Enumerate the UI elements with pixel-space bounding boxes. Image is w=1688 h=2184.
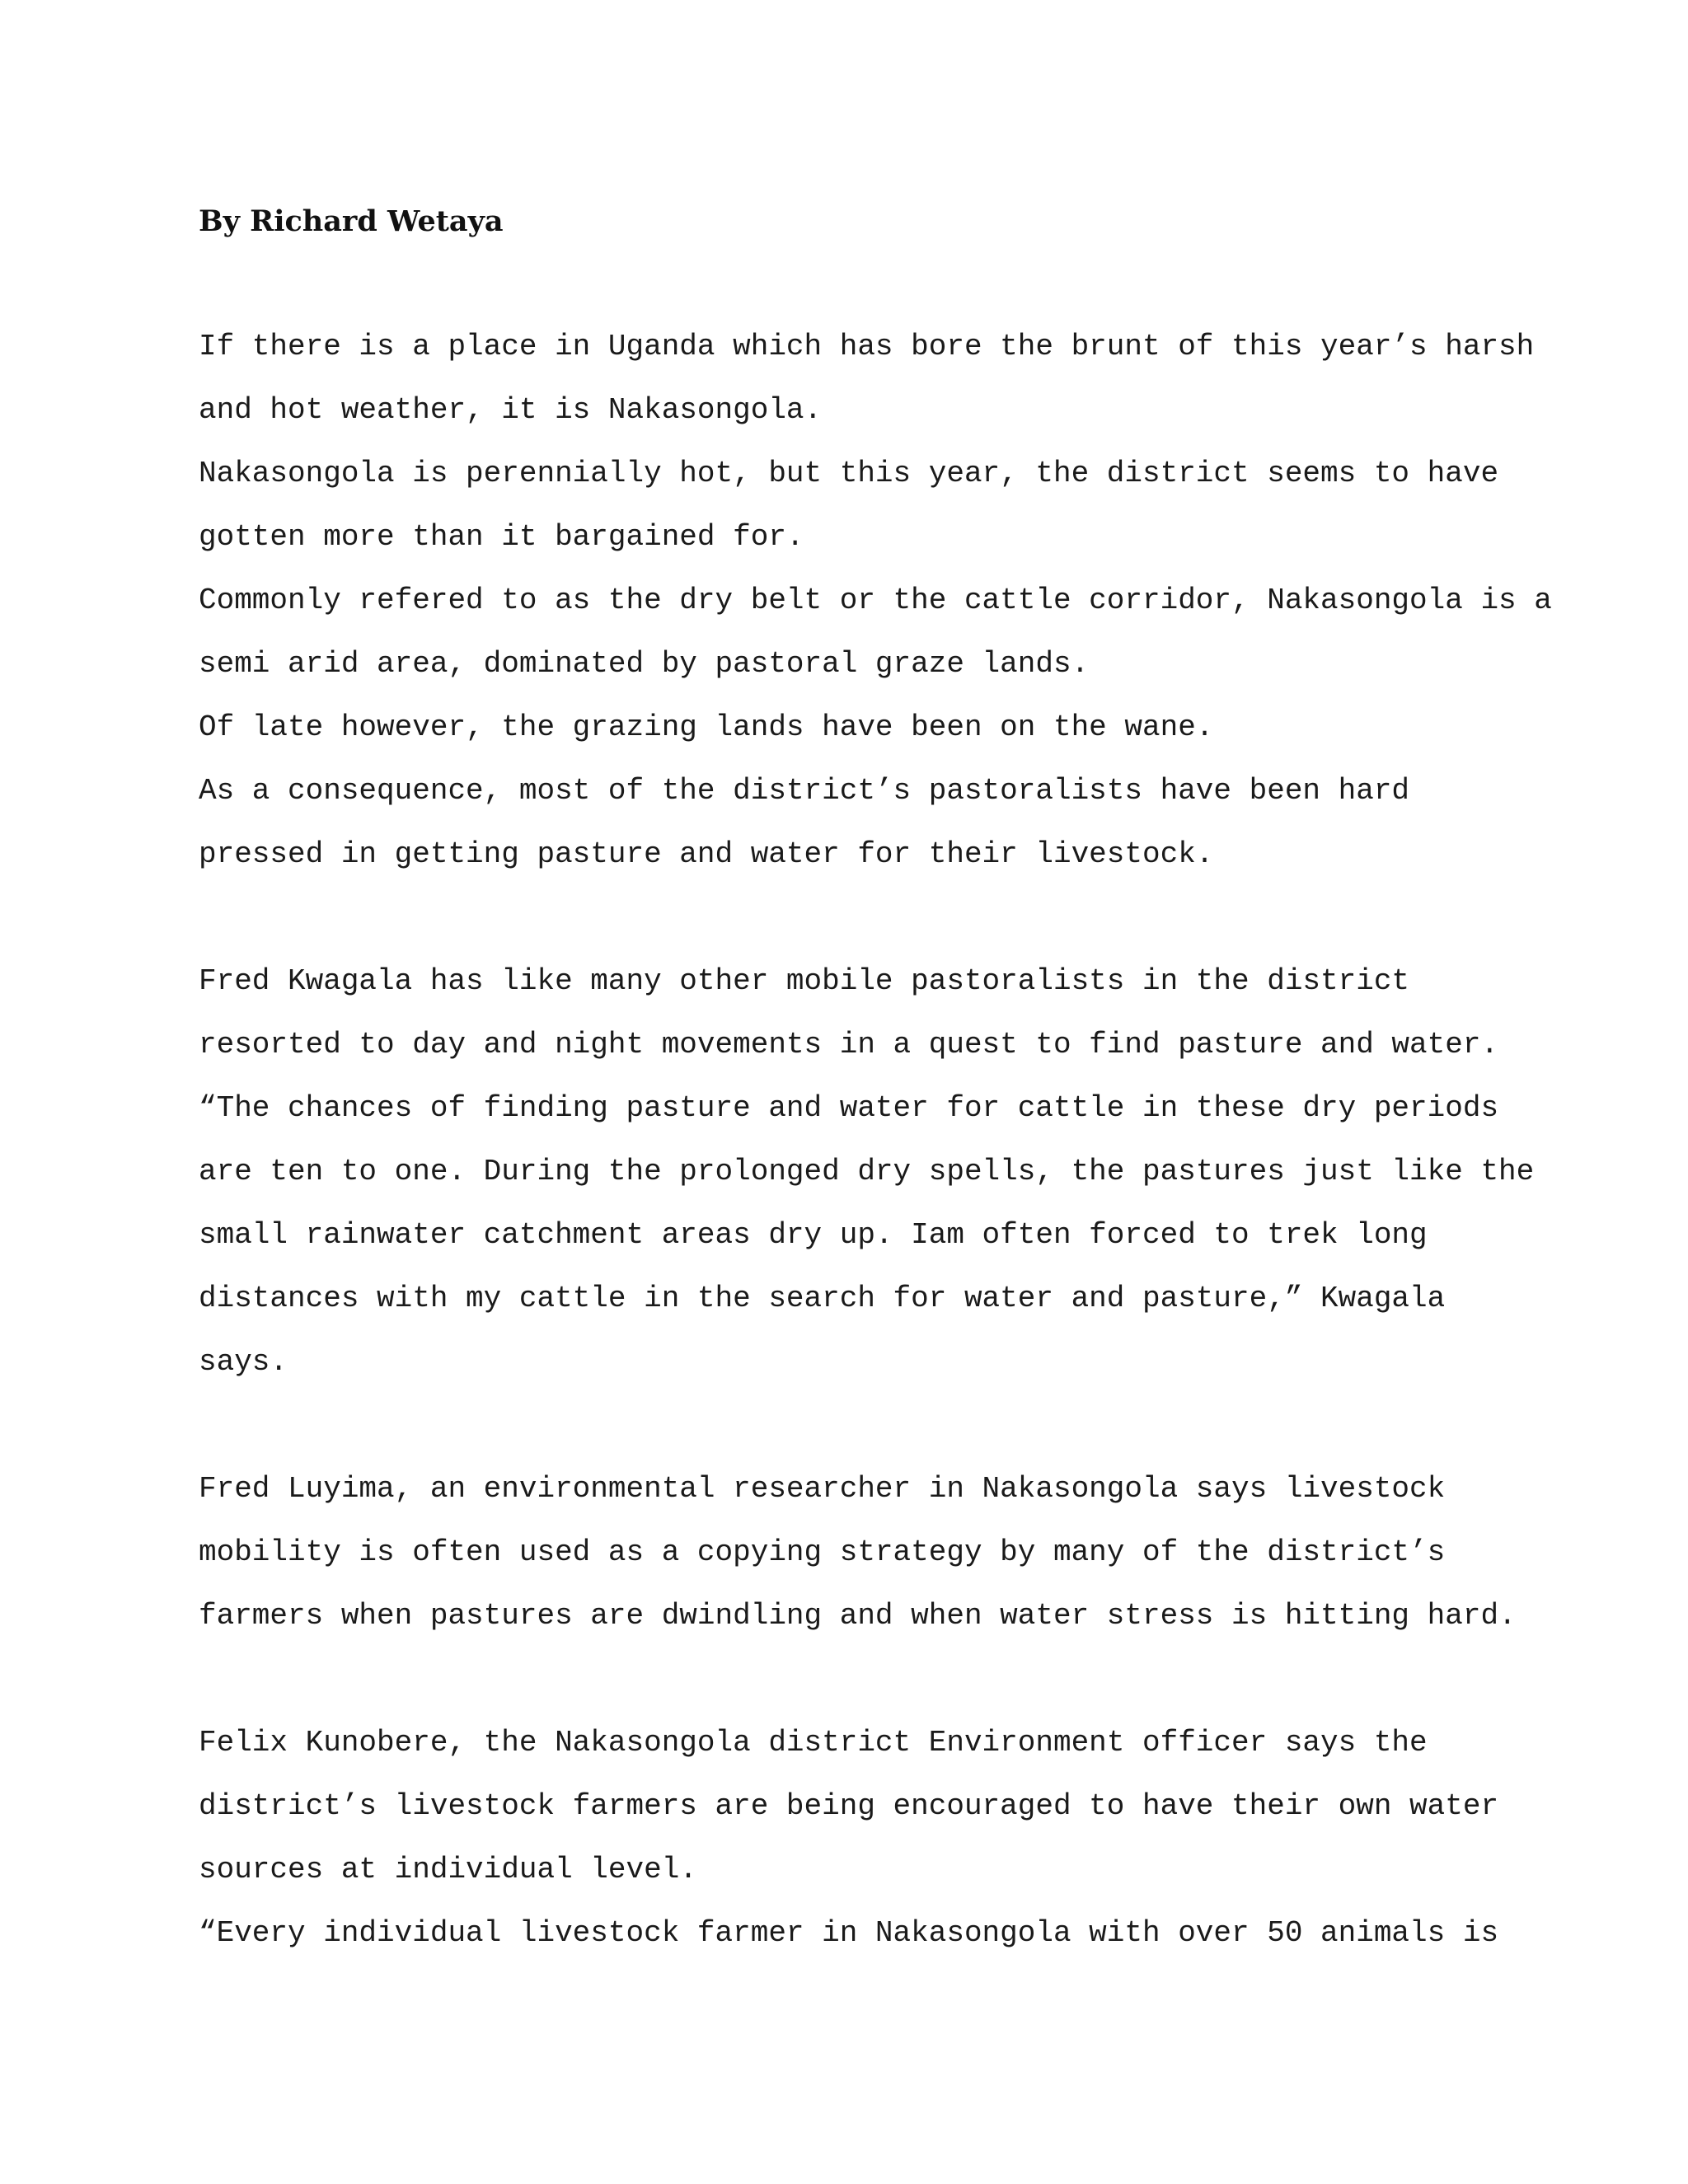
paragraph-line: If there is a place in Uganda which has bore the brunt of this year’s harsh <box>199 330 1535 363</box>
paragraph-line: Commonly refered to as the dry belt or the cattle corridor, Nakasongola is a <box>199 583 1552 617</box>
paragraph-line: farmers when pastures are dwindling and when water stress is hitting hard. <box>199 1599 1517 1633</box>
paragraph-line: Fred Luyima, an environmental researcher in Nakasongola says livestock <box>199 1472 1446 1506</box>
paragraph-line: resorted to day and night movements in a quest to find pasture and water. <box>199 1028 1499 1062</box>
paragraph-line: says. <box>199 1345 288 1379</box>
paragraph-line: gotten more than it bargained for. <box>199 520 804 554</box>
paragraph-line: mobility is often used as a copying strategy by many of the district’s <box>199 1535 1446 1569</box>
byline: By Richard Wetaya <box>199 204 504 238</box>
paragraph-line: sources at individual level. <box>199 1853 697 1886</box>
paragraph-line: semi arid area, dominated by pastoral graze lands. <box>199 647 1090 681</box>
paragraph-line: pressed in getting pasture and water for their livestock. <box>199 837 1214 871</box>
paragraph-line: “The chances of finding pasture and water for cattle in these dry periods <box>199 1091 1499 1125</box>
paragraph-line: distances with my cattle in the search for water and pasture,” Kwagala <box>199 1282 1446 1315</box>
paragraph-line: are ten to one. During the prolonged dry spells, the pastures just like the <box>199 1155 1535 1188</box>
paragraph-line: Of late however, the grazing lands have been on the wane. <box>199 710 1214 744</box>
paragraph-line: small rainwater catchment areas dry up. Iam often forced to trek long <box>199 1218 1428 1252</box>
paragraph-line: Nakasongola is perennially hot, but this year, the district seems to have <box>199 457 1499 490</box>
paragraph-line: Fred Kwagala has like many other mobile pastoralists in the district <box>199 964 1410 998</box>
paragraph-line: and hot weather, it is Nakasongola. <box>199 393 823 427</box>
paragraph-line: “Every individual livestock farmer in Nakasongola with over 50 animals is <box>199 1916 1499 1950</box>
paragraph-line: As a consequence, most of the district’s pastoralists have been hard <box>199 774 1410 808</box>
paragraph-line: district’s livestock farmers are being encouraged to have their own water <box>199 1789 1499 1823</box>
paragraph-line: Felix Kunobere, the Nakasongola district Environment officer says the <box>199 1726 1428 1760</box>
